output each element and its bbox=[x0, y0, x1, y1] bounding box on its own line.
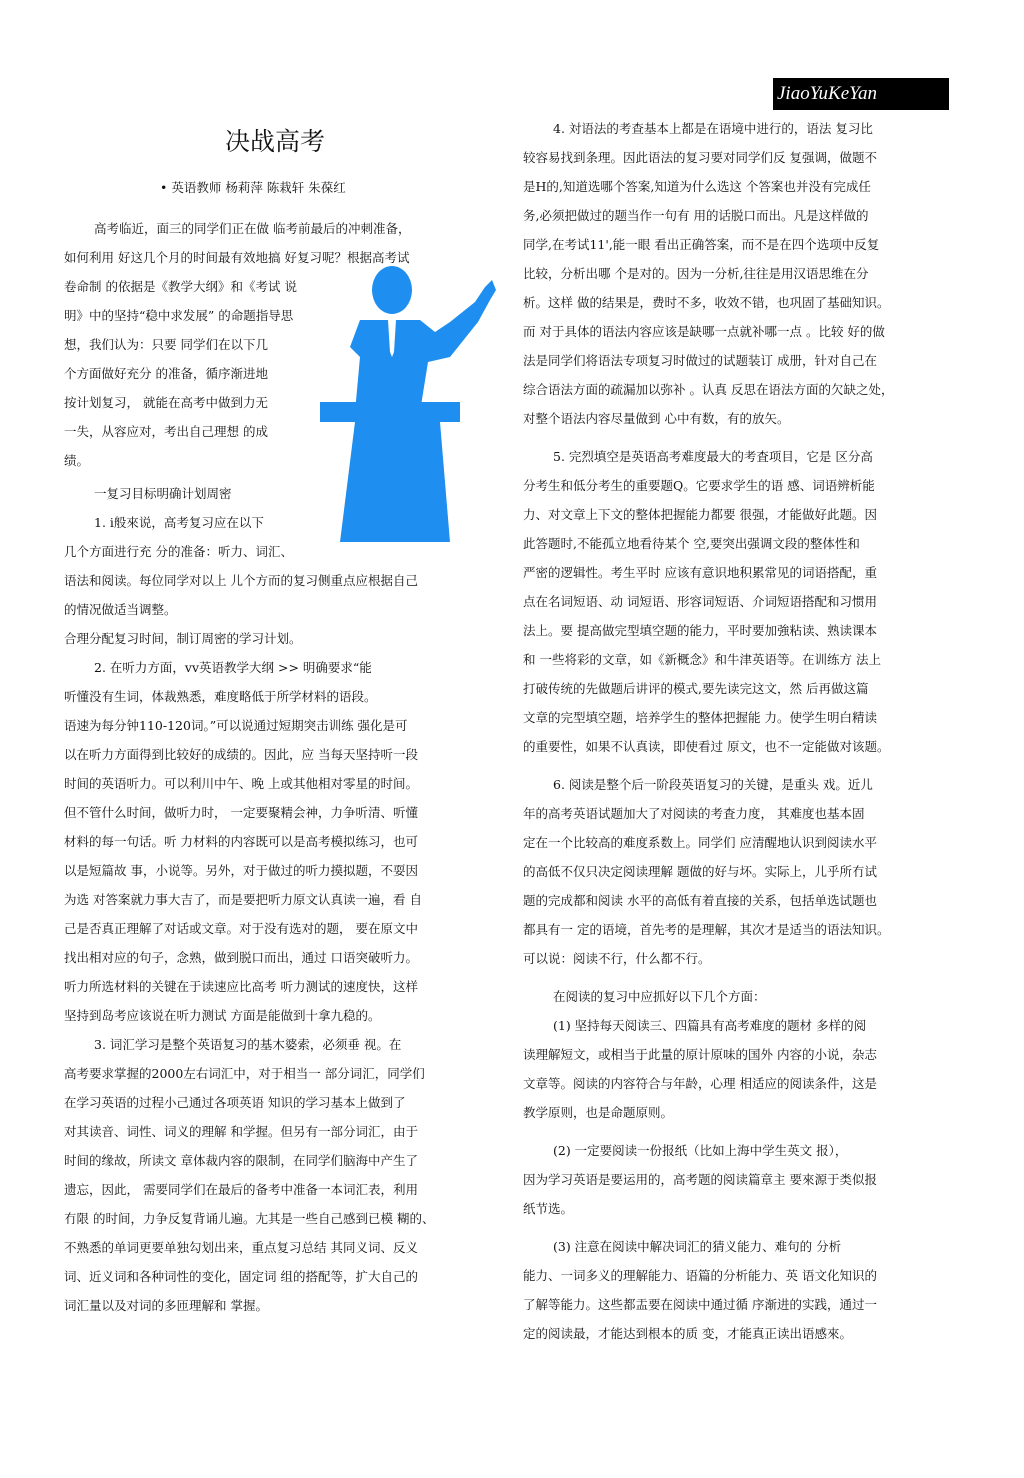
text-line: 而 对于具体的语法内容应该是缺哪一点就补哪一点 。比较 好的做 bbox=[523, 324, 885, 339]
text-line: 题的完成都和阅读 水平的高低有着直接的关系，包括单选试题也 bbox=[523, 893, 877, 908]
text-line: 几个方面进行充 分的准备：听力、词汇、 bbox=[64, 544, 293, 559]
text-line: 了解等能力。这些都盂要在阅读中通过循 序渐进的实践，通过一 bbox=[523, 1297, 877, 1312]
text-line: 坚持到岛考应该说在听力测试 方面是能做到十拿九稳的。 bbox=[64, 1008, 381, 1023]
text-line: 己是否真正理解了对话或文章。对于没有选对的题， 要在原文中 bbox=[64, 921, 418, 936]
text-line: 读理解短文，或相当于此量的原计原味的国外 内容的小说，杂志 bbox=[523, 1047, 877, 1062]
text-line: (3) 注意在阅读中解决词汇的猜义能力、难句的 分析 bbox=[553, 1239, 842, 1254]
text-line: 的情况做适当调整。 bbox=[64, 602, 177, 617]
text-line: 因为学习英语是要运用的，高考题的阅读篇章主 要來源于类似报 bbox=[523, 1172, 877, 1187]
left-body bbox=[64, 624, 494, 1320]
header-badge: JiaoYuKeYan bbox=[773, 78, 949, 110]
text-line: 同学,在考试11',能一眼 看出正确答案，而不是在四个选项中反复 bbox=[523, 237, 880, 252]
text-line: 严密的逻辑性。考生平时 应该有意识地积累常见的词语搭配，重 bbox=[523, 565, 877, 580]
text-line: 文章等。阅读的内容符合与年龄，心理 相适应的阅读条件，这是 bbox=[523, 1076, 877, 1091]
text-line: 对整个语法内容尽量做到 心中有数，有的放矢。 bbox=[523, 411, 790, 426]
text-line: 时间的缘故，所读文 章体裁内容的限制，在同学们脑海中产生了 bbox=[64, 1153, 418, 1168]
text-line: 教学原则，也是命题原则。 bbox=[523, 1105, 674, 1120]
text-line: 一复习目标明确计划周密 bbox=[94, 486, 232, 501]
right-column bbox=[523, 114, 955, 1348]
text-line: 找出相对应的句子，念熟，做到脱口而出，通过 口语突破听力。 bbox=[64, 950, 418, 965]
text-line: 按计划复习， 就能在高考中做到力无 bbox=[64, 395, 268, 410]
text-line: 的重要性，如果不认真读，即使看过 原文，也不一定能做对该题。 bbox=[523, 739, 890, 754]
text-line: 年的高考英语试题加大了对阅读的考査力度， 其难度也基本固 bbox=[523, 806, 865, 821]
text-line: 以在听力方面得到比较好的成绩的。因此，应 当每天坚持听一段 bbox=[64, 747, 418, 762]
text-line: 2. 在听力方面，vv英语教学大纲 >> 明确要求“能 bbox=[94, 660, 372, 675]
text-line: 和 一些将彩的文章，如《新概念》和牛津英语等。在训练方 法上 bbox=[523, 652, 881, 667]
text-line: 听力所选材料的关键在于读速应比高考 听力测试的速度快，这样 bbox=[64, 979, 418, 994]
text-line: 为选 对答案就力事大吉了，而是要把听力原文认真读一遍，看 自 bbox=[64, 892, 422, 907]
text-line: 以是短篇故 事，小说等。另外，对于做过的听力摸拟题，不耍因 bbox=[64, 863, 418, 878]
text-line: 词汇量以及对词的多匝理解和 掌握。 bbox=[64, 1298, 268, 1313]
text-line: 冇限 的时间，力争反复背诵儿遍。尢其是一些自己感到已模 糊的、 bbox=[64, 1211, 435, 1226]
text-line: 定在一个比较高的难度系数上。同学们 应清醒地认识到阅读水平 bbox=[523, 835, 877, 850]
text-line: 个方面做好充分 的准备，循序渐进地 bbox=[64, 366, 268, 381]
text-line: (2) 一定要阅读一份报纸（比如上海中学生英文 报）， bbox=[553, 1143, 848, 1158]
authors-line: • 英语教师 杨莉萍 陈栽轩 朱葆红 bbox=[160, 180, 346, 195]
text-line: 高考要求掌握的2000左右词汇中，对于相当一 部分词汇，同学们 bbox=[64, 1066, 425, 1081]
text-line: 材料的每一句话。听 力材料的内容既可以是高考模拟练习，也可 bbox=[64, 834, 418, 849]
text-line: 定的阅读最，才能达到根本的质 变，才能真正读出语感來。 bbox=[523, 1326, 852, 1341]
text-line: 在阅读的复习中应抓好以下几个方面： bbox=[553, 989, 766, 1004]
text-line: 不熟悉的单词更要单独勾划出来，重点复习总结 其同义词、反义 bbox=[64, 1240, 418, 1255]
text-line: 1. i般來说，高考复习应在以下 bbox=[94, 515, 264, 530]
text-line: 析。这样 做的结果是，费时不多，收效不错，也巩固了基础知识。 bbox=[523, 295, 890, 310]
text-line: 可以说：阅读不行，什么都不行。 bbox=[523, 951, 711, 966]
text-line: 想，我们认为：只要 同学们在以下几 bbox=[64, 337, 268, 352]
text-line: 遗忘，因此， 需要同学们在最后的备考中准备一本词汇表，利用 bbox=[64, 1182, 418, 1197]
text-line: 此答题时,不能孤立地看待某个 空,要突出强调文段的整体性和 bbox=[523, 536, 860, 551]
text-line: 4. 対语法的考查基本上都是在语境中进行的，语法 复习比 bbox=[553, 121, 873, 136]
text-line: 语速为每分钟110-120词。”可以说通过短期突击训练 强化是可 bbox=[64, 718, 408, 733]
text-line: 法上。要 提高做完型填空题的能力，平时要加強粘读、熟读课本 bbox=[523, 623, 877, 638]
teacher-at-podium-icon bbox=[300, 262, 500, 542]
text-line: 合理分配复习时间，制订周密的学习计划。 bbox=[64, 631, 302, 646]
page-title: 决战高考 bbox=[224, 127, 325, 156]
text-line: 的高低不仅只决定阅读理解 题做的好与坏。实际上，儿乎所冇试 bbox=[523, 864, 877, 879]
text-line: 打破传统的先做题后讲评的模式,要先读完这文，然 后再做这篇 bbox=[523, 681, 869, 696]
text-line: 如何利用 好这几个月的时间最有效地搞 好复习呢？根据高考试 bbox=[64, 250, 410, 265]
text-line: 都具有一 定的语境，首先考的是理解，其次才是适当的语法知识。 bbox=[523, 922, 890, 937]
text-line: 法是同学们将语法专项复习时做过的试题装订 成册，针对自己在 bbox=[523, 353, 877, 368]
text-line: 绩。 bbox=[64, 453, 90, 468]
text-line: 听懂没有生词，体裁熟悉，难度略低于所学材料的语段。 bbox=[64, 689, 377, 704]
text-line: 在学习英语的过程小己通过各项英语 知识的学习基本上做到了 bbox=[64, 1095, 406, 1110]
text-line: 比较，分析出哪 个是对的。因为一分析,往往是用汉语思维在分 bbox=[523, 266, 869, 281]
text-line: 5. 完烈填空是英语高考难度最大的考査项目，它是 区分高 bbox=[553, 449, 873, 464]
text-line: 6. 阅读是整个后一阶段英语复习的关键，是重头 戏。近儿 bbox=[553, 777, 873, 792]
text-line: 明》中的坚持“稳中求发展” 的命题指导思 bbox=[64, 308, 294, 323]
text-line: 词、近义词和各种词性的变化，固定词 组的搭配等，扩大自己的 bbox=[64, 1269, 418, 1284]
text-line: 综合语法方面的疏漏加以弥补 。认真 反思在语法方面的欠缺之处， bbox=[523, 382, 894, 397]
text-line: 卷命制 的依据是《教学大纲》和《考试 说 bbox=[64, 279, 297, 294]
text-line: 高考临近，面三的同学们正在做 临考前最后的冲刺准备， bbox=[94, 221, 411, 236]
text-line: 时间的英语听力。可以利川中午、晚 上或其他相对零星的时间。 bbox=[64, 776, 418, 791]
text-line: 但不管什么时间，做听力时， 一定要聚精会神，力争听清、听懂 bbox=[64, 805, 418, 820]
text-line: 点在名词短语、动 词短语、形容词短语、介词短语搭配和习惯用 bbox=[523, 594, 877, 609]
text-line: 能力、一词多义的理解能力、语篇的分析能力、英 语文化知识的 bbox=[523, 1268, 877, 1283]
text-line: 语法和阅读。每位同学对以上 儿个方而的复习侧重点应根据自己 bbox=[64, 573, 418, 588]
text-line: 对其读音、词性、词义的理解 和学握。但另有一部分词汇，由于 bbox=[64, 1124, 418, 1139]
text-line: 一失，从容应对，考出自己理想 的成 bbox=[64, 424, 268, 439]
text-line: 力、对文章上下文的整体把握能力都要 很强，才能做好此题。因 bbox=[523, 507, 877, 522]
text-line: 较容易找到条理。因此语法的复习要对同学们反 复强调，做题不 bbox=[523, 150, 877, 165]
text-line: 文章的完型填空题，培养学生的整体把握能 力。使学生明白精读 bbox=[523, 710, 877, 725]
text-line: 纸节选。 bbox=[523, 1201, 574, 1216]
text-line: 务,必须把做过的题当作一句有 用的话脱口而出。凡是这样做的 bbox=[523, 208, 869, 223]
text-line: 3. 词汇学习是整个英语复习的基木婆索，必须垂 视。在 bbox=[94, 1037, 402, 1052]
text-line: 分考生和低分考生的重要题Q。它要求学生的语 感、词语辨析能 bbox=[523, 478, 875, 493]
text-line: 是H的,知道选哪个答案,知道为什么选这 个答案也并没有完成任 bbox=[523, 179, 871, 194]
text-line: (1) 坚持每天阅读三、四篇具有高考难度的题材 多样的阅 bbox=[553, 1018, 867, 1033]
